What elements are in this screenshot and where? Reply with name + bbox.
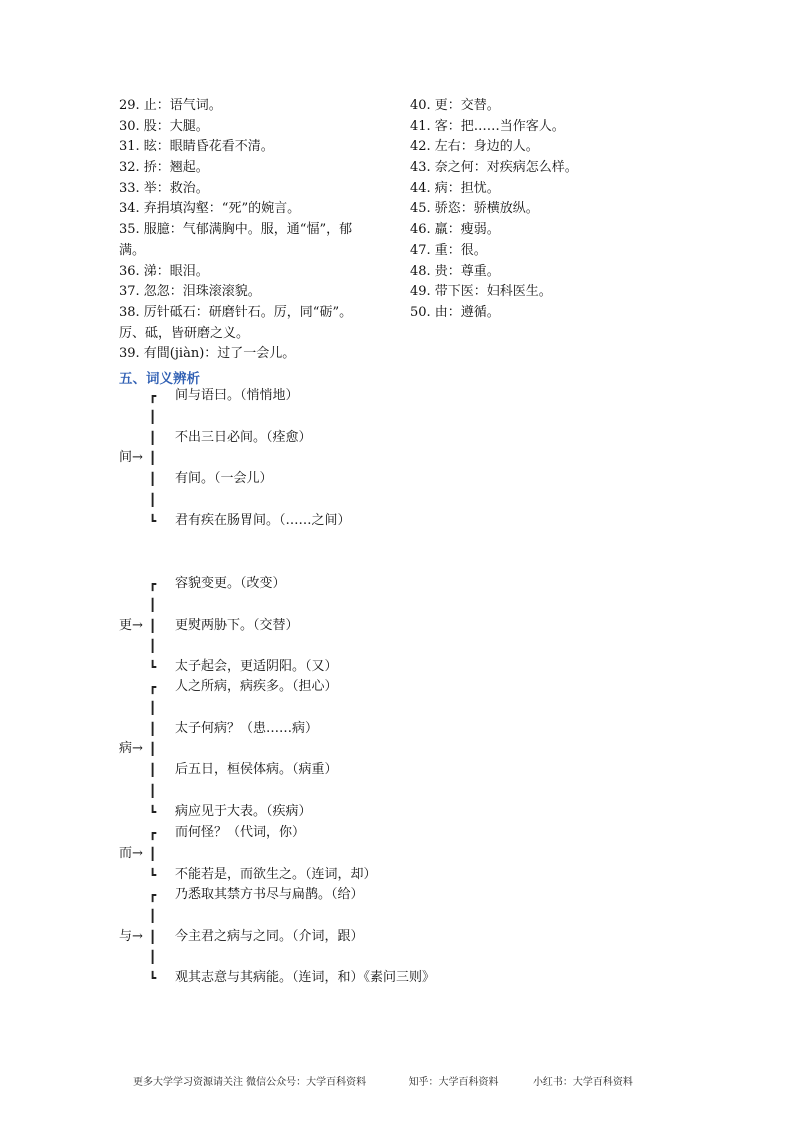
bracket-glyph: ┃ (149, 784, 157, 798)
glossary-item: 49. 带下医：妇科医生。 (410, 284, 552, 300)
glossary-left-column (119, 96, 394, 365)
bracket-glyph: ┃ (149, 472, 157, 487)
bracket-glyph: ┃ (149, 763, 157, 778)
example-sentence: 人之所病，病疾多。（担心） (175, 679, 338, 694)
bracket-glyph: ┏ (149, 389, 157, 403)
example-sentence: 乃悉取其禁方书尽与扁鹊。（给） (175, 887, 364, 902)
glossary-item: 44. 病：担忧。 (410, 180, 500, 196)
bracket-glyph: ┗ (149, 660, 157, 675)
example-sentence: 不能若是，而欲生之。（连词，却） (175, 866, 377, 882)
glossary-item: 37. 忽忽：泪珠滚滚貌。 (119, 284, 261, 300)
bracket-glyph: ┏ (149, 888, 157, 902)
glossary-item: 34. 弃捐填沟壑：“死”的婉言。 (119, 201, 301, 217)
glossary-item: 厉、砥，皆研磨之义。 (119, 325, 250, 341)
example-sentence: 君有疾在肠胃间。（……之间） (175, 512, 351, 528)
bracket-glyph: ┏ (149, 680, 157, 694)
group-head-word: 与→ (119, 928, 143, 944)
footer-zhihu: 知乎：大学百科资料 (408, 1077, 499, 1088)
glossary-item: 42. 左右：身边的人。 (410, 139, 539, 155)
example-sentence: 病应见于大表。（疾病） (175, 803, 312, 819)
glossary-item: 36. 涕：眼泪。 (119, 263, 209, 279)
example-sentence: 后五日，桓侯体病。（病重） (175, 762, 338, 778)
glossary-item: 29. 止：语气词。 (119, 98, 222, 113)
bracket-glyph: ┃ (149, 721, 157, 736)
footer-wechat: 更多大学学习资源请关注 微信公众号：大学百科资料 (133, 1077, 367, 1088)
group-head-word: 更→ (119, 617, 143, 633)
example-sentence: 太子何病？（患……病） (175, 720, 319, 736)
bracket-glyph: ┃ (149, 639, 157, 654)
example-sentence: 间与语曰。（悄悄地） (175, 388, 299, 403)
example-sentence: 有间。（一会儿） (175, 471, 273, 487)
bracket-glyph: ┃ (149, 950, 157, 965)
glossary-item: 39. 有間(jiàn)：过了一会儿。 (119, 346, 296, 362)
example-sentence: 今主君之病与之同。（介词，跟） (175, 928, 364, 944)
bracket-glyph: ┗ (149, 513, 157, 528)
example-sentence: 容貌变更。（改变） (175, 576, 286, 591)
example-sentence: 太子起会，更适阴阳。（又） (175, 659, 338, 675)
glossary-item: 32. 挢：翘起。 (119, 160, 209, 176)
bracket-glyph: ┗ (149, 804, 157, 819)
example-sentence: 而何怪？（代词，你） (175, 825, 306, 840)
group-head-word: 而→ (119, 845, 143, 861)
example-sentence: 更熨两胁下。（交替） (175, 617, 299, 633)
glossary-item: 41. 客：把……当作客人。 (410, 118, 565, 134)
bracket-glyph: ┃ (149, 493, 157, 507)
glossary-item: 40. 更：交替。 (410, 98, 500, 113)
bracket-glyph: ┃ (149, 929, 157, 944)
glossary-item: 33. 举：救治。 (119, 180, 209, 196)
glossary-item: 38. 厉针砥石：研磨针石。厉，同“砺”。 (119, 304, 353, 320)
glossary-item: 满。 (119, 242, 146, 258)
bracket-glyph: ┗ (149, 971, 157, 986)
bracket-glyph: ┃ (149, 846, 157, 861)
bracket-glyph: ┗ (149, 867, 157, 882)
bracket-glyph: ┏ (149, 577, 157, 591)
footer (133, 1073, 633, 1088)
bracket-glyph: ┃ (149, 597, 157, 612)
glossary-item: 30. 股：大腿。 (119, 118, 209, 134)
glossary-item: 45. 骄恣：骄横放纵。 (410, 201, 539, 217)
group-head-word: 病→ (119, 741, 143, 757)
bracket-glyph: ┃ (149, 742, 157, 757)
glossary-item: 48. 贵：尊重。 (410, 263, 500, 279)
glossary-item: 47. 重：很。 (410, 242, 487, 258)
glossary-right-column (410, 96, 670, 324)
bracket-glyph: ┃ (149, 618, 157, 633)
bracket-glyph: ┃ (149, 908, 157, 923)
bracket-glyph: ┃ (149, 700, 157, 715)
bracket-glyph: ┃ (149, 451, 157, 466)
bracket-glyph: ┃ (149, 409, 157, 424)
bracket-glyph: ┏ (149, 826, 157, 840)
group-head-word: 间→ (119, 450, 143, 466)
section-title: 五、词义辨析 (119, 371, 200, 387)
glossary-item: 43. 奈之何：对疾病怎么样。 (410, 160, 578, 176)
glossary-item: 31. 眩：眼睛昏花看不清。 (119, 139, 274, 155)
example-sentence: 不出三日必间。（痊愈） (175, 429, 312, 445)
glossary-item: 50. 由：遵循。 (410, 304, 500, 320)
footer-xiaohongshu: 小红书：大学百科资料 (532, 1077, 633, 1088)
glossary-item: 46. 羸：瘦弱。 (410, 222, 500, 238)
bracket-glyph: ┃ (149, 430, 157, 445)
example-sentence: 观其志意与其病能。（连词，和）《素问三则》 (175, 970, 436, 986)
glossary-item: 35. 服臆：气郁满胸中。服，通“愊”，郁 (119, 222, 353, 238)
